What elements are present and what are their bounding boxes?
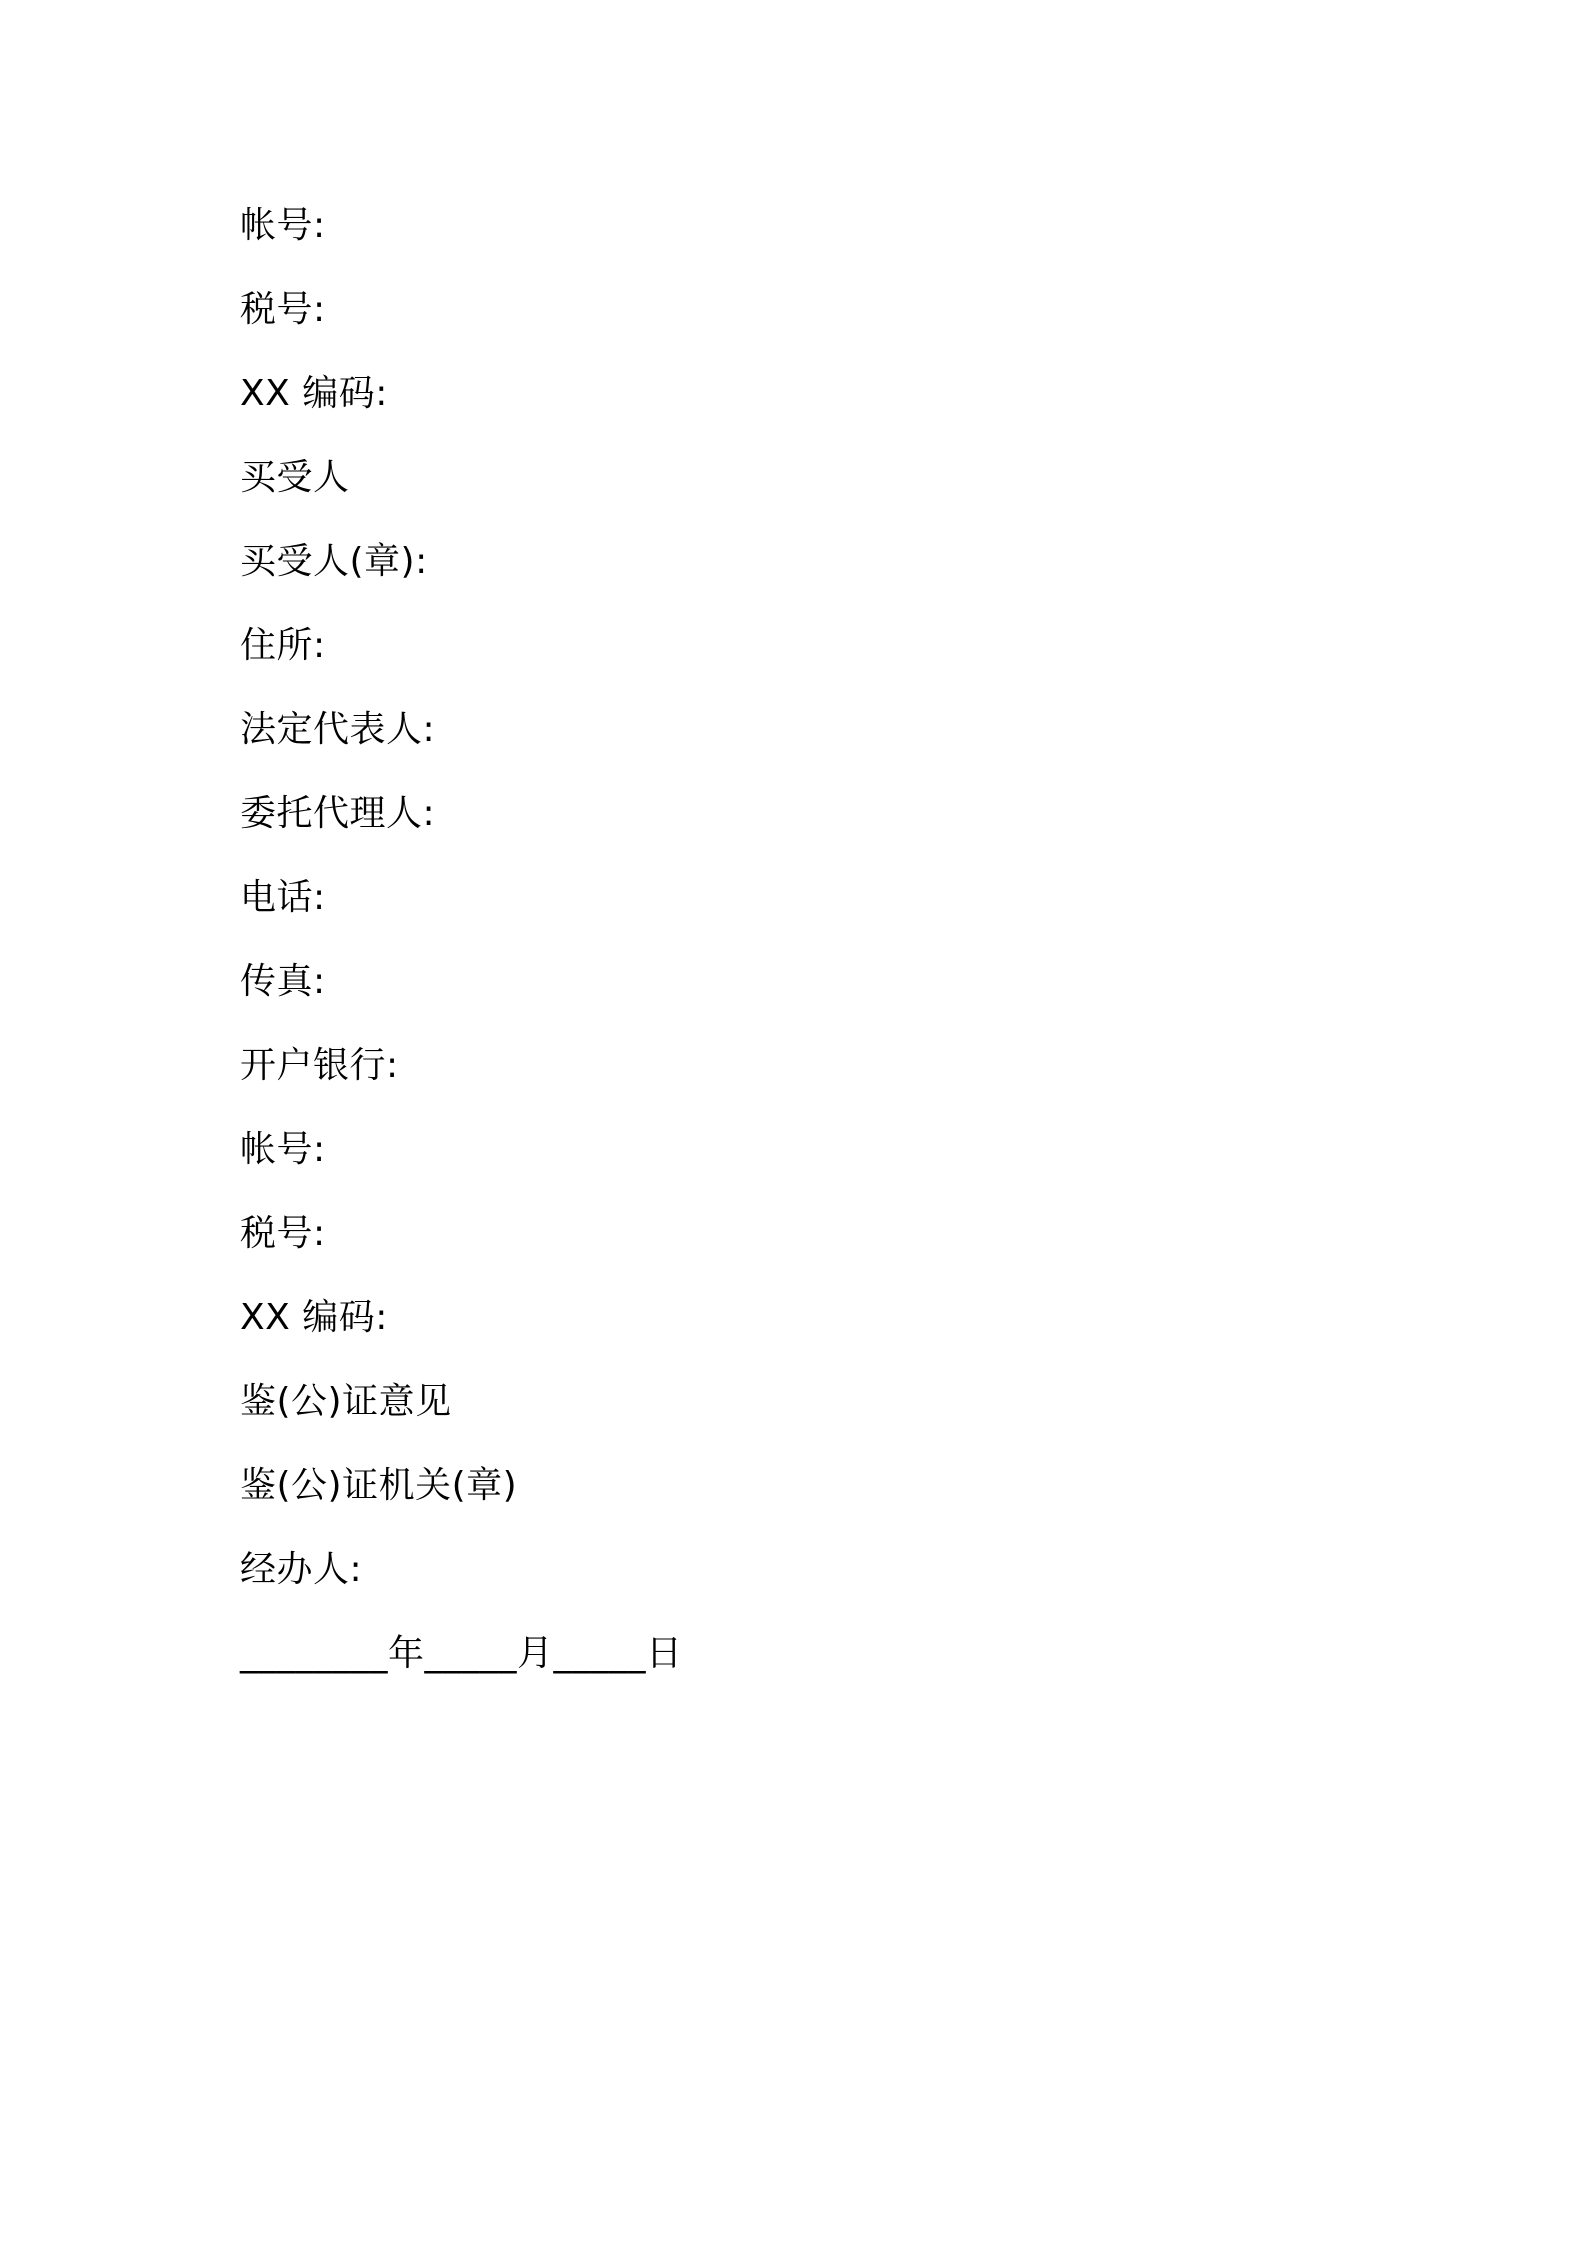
field-code-2: XX 编码: bbox=[240, 1297, 388, 1338]
field-address: 住所: bbox=[240, 625, 326, 666]
field-handler: 经办人: bbox=[240, 1549, 363, 1590]
document-body bbox=[240, 200, 683, 1712]
field-tax-number-2: 税号: bbox=[240, 1213, 326, 1254]
section-heading-notary-opinion: 鉴(公)证意见 bbox=[240, 1381, 452, 1422]
field-account-number: 帐号: bbox=[240, 205, 326, 246]
field-legal-representative: 法定代表人: bbox=[240, 709, 436, 750]
field-bank: 开户银行: bbox=[240, 1045, 399, 1086]
date-line: ________年_____月_____日 bbox=[240, 1633, 683, 1674]
field-code: XX 编码: bbox=[240, 373, 388, 414]
field-notary-seal: 鉴(公)证机关(章) bbox=[240, 1465, 518, 1506]
section-heading-buyer: 买受人 bbox=[240, 457, 350, 498]
field-authorized-agent: 委托代理人: bbox=[240, 793, 436, 834]
field-buyer-seal: 买受人(章): bbox=[240, 541, 428, 582]
field-phone: 电话: bbox=[240, 877, 326, 918]
field-account-number-2: 帐号: bbox=[240, 1129, 326, 1170]
field-fax: 传真: bbox=[240, 961, 326, 1002]
field-tax-number: 税号: bbox=[240, 289, 326, 330]
